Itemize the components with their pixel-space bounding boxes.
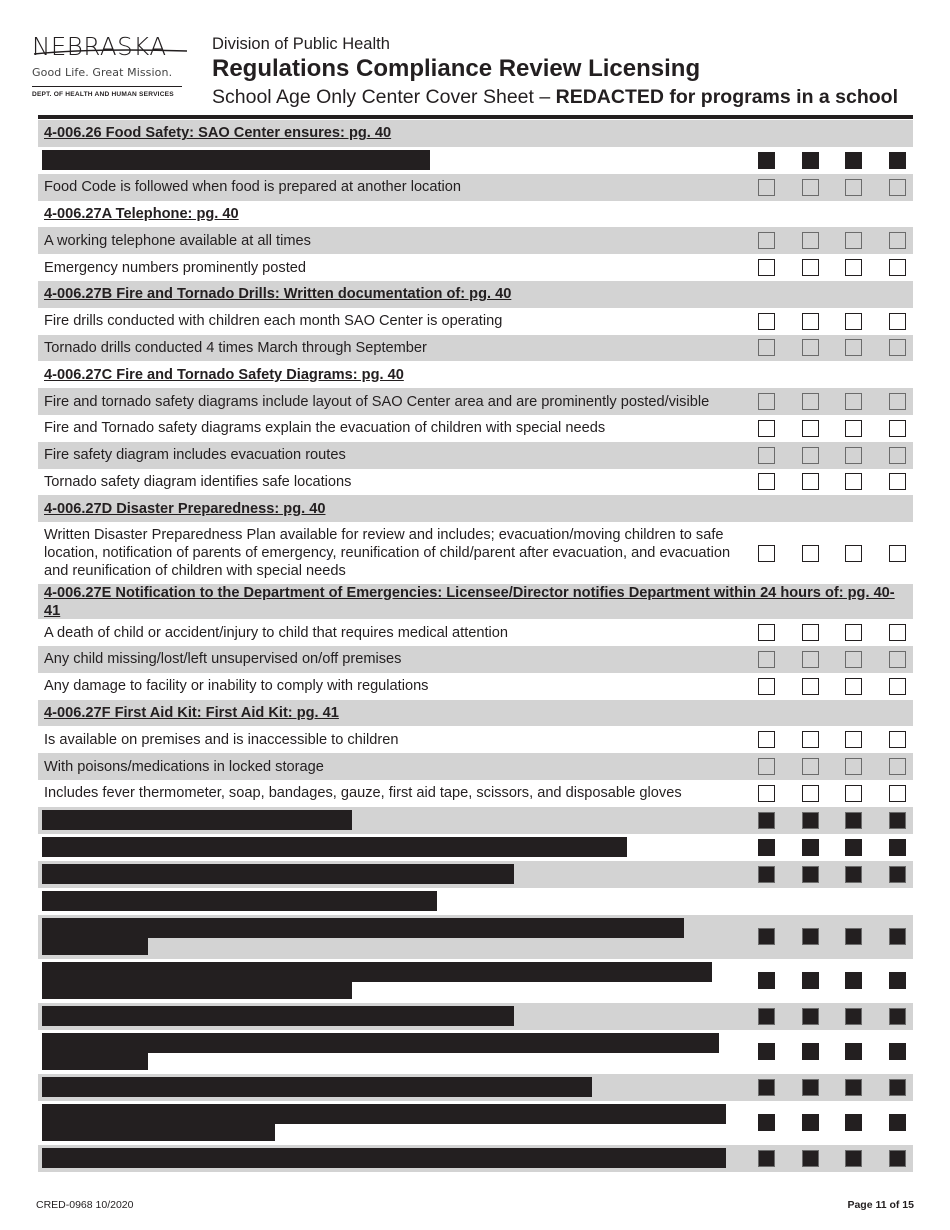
checkbox[interactable] <box>758 785 775 802</box>
header-divider <box>38 115 913 119</box>
checkbox[interactable] <box>802 758 819 775</box>
checkbox[interactable] <box>802 545 819 562</box>
redaction-bar <box>42 1104 726 1124</box>
checklist-item <box>38 442 913 469</box>
checkbox-group <box>743 807 913 834</box>
checkbox[interactable] <box>758 420 775 437</box>
redacted-checkbox <box>802 1150 819 1167</box>
checkbox[interactable] <box>802 624 819 641</box>
item-text: Fire drills conducted with children each month SAO Center is operating <box>44 313 503 330</box>
checkbox-group <box>743 442 913 469</box>
checkbox[interactable] <box>845 785 862 802</box>
checkbox-group <box>743 834 913 861</box>
checkbox[interactable] <box>889 785 906 802</box>
item-text: Tornado safety diagram identifies safe locations <box>44 473 352 490</box>
section-header <box>38 201 913 228</box>
checklist-item <box>38 780 913 807</box>
redacted-checkbox <box>758 928 775 945</box>
checklist-item <box>38 415 913 442</box>
section-header <box>38 495 913 522</box>
redaction-bar <box>42 938 148 955</box>
checklist-item <box>38 174 913 201</box>
redacted-checkbox <box>802 1079 819 1096</box>
checklist-item <box>38 227 913 254</box>
checkbox-group <box>743 753 913 780</box>
item-text: Is available on premises and is inaccessible to children <box>44 731 399 748</box>
redacted-row <box>38 1030 913 1074</box>
checkbox[interactable] <box>758 473 775 490</box>
checkbox[interactable] <box>845 393 862 410</box>
redacted-checkbox <box>758 1079 775 1096</box>
logo-department: DEPT. OF HEALTH AND HUMAN SERVICES <box>32 91 174 98</box>
item-text: Fire and Tornado safety diagrams explain the evacuation of children with special needs <box>44 420 606 437</box>
redacted-text <box>38 150 743 170</box>
redacted-checkbox <box>802 1043 819 1060</box>
checkbox-group <box>743 1074 913 1101</box>
checkbox-group <box>743 308 913 335</box>
redacted-checkbox <box>845 928 862 945</box>
redacted-row <box>38 888 913 915</box>
redacted-row <box>38 915 913 959</box>
redacted-checkbox <box>845 1043 862 1060</box>
redacted-row <box>38 1101 913 1145</box>
redacted-row <box>38 959 913 1003</box>
section-header <box>38 120 913 147</box>
redacted-checkbox <box>889 812 906 829</box>
checkbox[interactable] <box>758 313 775 330</box>
checklist-item <box>38 619 913 646</box>
redacted-checkbox <box>758 839 775 856</box>
section-title: 4-006.27B Fire and Tornado Drills: Written documentation of: pg. 40 <box>44 286 512 303</box>
checkbox[interactable] <box>802 313 819 330</box>
checkbox[interactable] <box>845 179 862 196</box>
checkbox-group <box>743 619 913 646</box>
checkbox[interactable] <box>889 731 906 748</box>
checkbox-group <box>743 469 913 496</box>
redacted-checkbox <box>758 812 775 829</box>
checkbox-group <box>743 522 913 584</box>
checkbox[interactable] <box>845 545 862 562</box>
redacted-checkbox <box>758 1150 775 1167</box>
redacted-checkbox <box>802 972 819 989</box>
checkbox[interactable] <box>758 447 775 464</box>
redacted-checkbox <box>889 1079 906 1096</box>
page-title: Regulations Compliance Review Licensing <box>212 55 701 82</box>
checkbox[interactable] <box>802 785 819 802</box>
redacted-checkbox <box>802 1008 819 1025</box>
checkbox[interactable] <box>758 651 775 668</box>
item-text: A working telephone available at all times <box>44 232 311 249</box>
redacted-text <box>38 864 743 884</box>
item-text: Any damage to facility or inability to comply with regulations <box>44 678 429 695</box>
checkbox[interactable] <box>845 624 862 641</box>
redaction-bar <box>42 982 352 999</box>
checkbox[interactable] <box>845 651 862 668</box>
section-header <box>38 584 913 619</box>
redacted-row <box>38 834 913 861</box>
checklist-item <box>38 646 913 673</box>
checklist-item <box>38 726 913 753</box>
redacted-row <box>38 1145 913 1172</box>
checkbox-group <box>743 335 913 362</box>
header-titles <box>212 34 898 109</box>
checklist-item <box>38 753 913 780</box>
page-subtitle <box>212 85 898 109</box>
logo-word: NEBRASKA <box>32 32 167 61</box>
section-title: 4-006.26 Food Safety: SAO Center ensures: pg. 40 <box>44 125 392 142</box>
checkbox[interactable] <box>758 393 775 410</box>
checkbox[interactable] <box>802 232 819 249</box>
redacted-checkbox <box>889 866 906 883</box>
checkbox[interactable] <box>845 447 862 464</box>
redacted-text <box>38 1148 743 1168</box>
checkbox[interactable] <box>758 731 775 748</box>
redacted-checkbox <box>845 1150 862 1167</box>
checkbox[interactable] <box>758 259 775 276</box>
redacted-row <box>38 861 913 888</box>
section-header <box>38 361 913 388</box>
checkbox[interactable] <box>889 545 906 562</box>
redaction-bar <box>42 837 627 857</box>
redacted-row <box>38 1003 913 1030</box>
checkbox[interactable] <box>889 259 906 276</box>
checkbox[interactable] <box>889 420 906 437</box>
redacted-checkbox <box>758 1008 775 1025</box>
checkbox[interactable] <box>758 678 775 695</box>
item-text: Food Code is followed when food is prepared at another location <box>44 179 461 196</box>
checkbox[interactable] <box>889 393 906 410</box>
checkbox-group <box>743 147 913 174</box>
redaction-bar <box>42 810 352 830</box>
checklist-item <box>38 254 913 281</box>
item-text: Fire and tornado safety diagrams include layout of SAO Center area and are prominently posted/visible <box>44 393 710 410</box>
item-text: Fire safety diagram includes evacuation routes <box>44 447 346 464</box>
item-text: Written Disaster Preparedness Plan available for review and includes; evacuation/moving children to safe location, notification of parents of emergency, reunification of child/parent after evacuation, and evacuation and reunification of children with special needs <box>44 527 731 580</box>
checkbox[interactable] <box>758 232 775 249</box>
redacted-text <box>38 1104 743 1141</box>
checklist-item <box>38 522 913 584</box>
checkbox[interactable] <box>845 678 862 695</box>
form-id: CRED-0968 10/2020 <box>36 1199 134 1211</box>
logo-wordmark <box>32 34 167 60</box>
logo-divider <box>32 86 182 87</box>
checkbox-group <box>743 673 913 700</box>
checkbox[interactable] <box>802 678 819 695</box>
section-title: 4-006.27F First Aid Kit: First Aid Kit: pg. 41 <box>44 704 339 721</box>
checkbox[interactable] <box>889 758 906 775</box>
redacted-text <box>38 962 743 999</box>
checkbox[interactable] <box>758 179 775 196</box>
subtitle-redacted-note: REDACTED for programs in a school <box>555 86 898 108</box>
redacted-checkbox <box>845 812 862 829</box>
redacted-checkbox <box>889 152 906 169</box>
checklist-item <box>38 335 913 362</box>
checkbox[interactable] <box>758 339 775 356</box>
checkbox[interactable] <box>758 545 775 562</box>
redaction-bar <box>42 1124 275 1141</box>
checkbox-group <box>743 1030 913 1074</box>
redaction-bar <box>42 1006 514 1026</box>
redacted-checkbox <box>802 812 819 829</box>
checkbox[interactable] <box>889 313 906 330</box>
checkbox[interactable] <box>845 259 862 276</box>
checkbox[interactable] <box>889 678 906 695</box>
checkbox[interactable] <box>802 447 819 464</box>
logo-swoosh-icon <box>32 34 192 64</box>
checkbox-group <box>743 388 913 415</box>
checkbox[interactable] <box>845 420 862 437</box>
checkbox[interactable] <box>889 232 906 249</box>
redacted-checkbox <box>802 1114 819 1131</box>
redacted-checkbox <box>802 866 819 883</box>
checkbox[interactable] <box>802 259 819 276</box>
redacted-checkbox <box>889 1008 906 1025</box>
redacted-checkbox <box>845 866 862 883</box>
checkbox[interactable] <box>802 473 819 490</box>
checkbox[interactable] <box>802 393 819 410</box>
redacted-checkbox <box>845 1114 862 1131</box>
logo-tagline: Good Life. Great Mission. <box>32 66 173 79</box>
checkbox-group <box>743 861 913 888</box>
redacted-checkbox <box>889 1114 906 1131</box>
redaction-bar <box>42 962 712 982</box>
item-text: Emergency numbers prominently posted <box>44 259 307 276</box>
checklist-item <box>38 469 913 496</box>
checkbox-group <box>743 227 913 254</box>
redacted-checkbox <box>889 839 906 856</box>
redacted-checkbox <box>845 839 862 856</box>
checkbox-group <box>743 415 913 442</box>
checkbox[interactable] <box>889 447 906 464</box>
checkbox[interactable] <box>845 313 862 330</box>
checkbox-group <box>743 646 913 673</box>
checkbox-group <box>743 915 913 959</box>
redacted-row <box>38 147 913 174</box>
checkbox-group <box>743 1101 913 1145</box>
checkbox[interactable] <box>889 179 906 196</box>
redacted-text <box>38 837 743 857</box>
redacted-text <box>38 1006 743 1026</box>
redaction-bar <box>42 864 514 884</box>
redacted-checkbox <box>802 152 819 169</box>
redaction-bar <box>42 891 437 911</box>
redaction-bar <box>42 1033 719 1053</box>
redacted-checkbox <box>758 1114 775 1131</box>
checkbox[interactable] <box>845 339 862 356</box>
redacted-checkbox <box>889 1150 906 1167</box>
redacted-checkbox <box>802 839 819 856</box>
checkbox[interactable] <box>889 339 906 356</box>
redaction-bar <box>42 1148 726 1168</box>
redacted-checkbox <box>758 866 775 883</box>
redaction-bar <box>42 1053 148 1070</box>
section-title: 4-006.27A Telephone: pg. 40 <box>44 205 239 222</box>
checkbox-group <box>743 726 913 753</box>
redacted-checkbox <box>889 928 906 945</box>
checkbox[interactable] <box>758 624 775 641</box>
redacted-row <box>38 1074 913 1101</box>
redaction-bar <box>42 1077 592 1097</box>
checkbox[interactable] <box>889 624 906 641</box>
checkbox[interactable] <box>889 651 906 668</box>
division-name: Division of Public Health <box>212 35 390 53</box>
checkbox[interactable] <box>802 651 819 668</box>
checklist-table <box>38 120 913 1172</box>
checkbox-group <box>743 1145 913 1172</box>
checkbox-group <box>743 174 913 201</box>
subtitle-text: School Age Only Center Cover Sheet – <box>212 86 551 108</box>
redaction-bar <box>42 150 430 170</box>
redacted-text <box>38 1077 743 1097</box>
checkbox-group <box>743 254 913 281</box>
checkbox[interactable] <box>889 473 906 490</box>
redacted-text <box>38 918 743 955</box>
redacted-checkbox <box>802 928 819 945</box>
nebraska-dhhs-logo <box>32 34 192 98</box>
section-title: 4-006.27C Fire and Tornado Safety Diagrams: pg. 40 <box>44 366 404 383</box>
redacted-checkbox <box>845 1079 862 1096</box>
checkbox[interactable] <box>802 731 819 748</box>
checkbox[interactable] <box>802 179 819 196</box>
redacted-checkbox <box>845 972 862 989</box>
section-header <box>38 700 913 727</box>
section-header <box>38 281 913 308</box>
item-text: A death of child or accident/injury to child that requires medical attention <box>44 624 509 641</box>
redacted-text <box>38 1033 743 1070</box>
checkbox-group <box>743 780 913 807</box>
checkbox[interactable] <box>845 731 862 748</box>
redaction-bar <box>42 918 684 938</box>
checkbox[interactable] <box>802 420 819 437</box>
redacted-checkbox <box>758 972 775 989</box>
redacted-checkbox <box>889 972 906 989</box>
item-text: Any child missing/lost/left unsupervised on/off premises <box>44 651 402 668</box>
redacted-checkbox <box>845 152 862 169</box>
checkbox[interactable] <box>845 232 862 249</box>
checklist-item <box>38 388 913 415</box>
item-text: With poisons/medications in locked storage <box>44 758 324 775</box>
redacted-row <box>38 807 913 834</box>
checkbox[interactable] <box>845 758 862 775</box>
checkbox[interactable] <box>845 473 862 490</box>
checklist-item <box>38 308 913 335</box>
redacted-checkbox <box>758 152 775 169</box>
redacted-checkbox <box>758 1043 775 1060</box>
redacted-checkbox <box>889 1043 906 1060</box>
checkbox-group <box>743 1003 913 1030</box>
checkbox-group <box>743 959 913 1003</box>
page-header <box>0 0 950 120</box>
checklist-item <box>38 673 913 700</box>
redacted-checkbox <box>845 1008 862 1025</box>
checkbox[interactable] <box>758 758 775 775</box>
item-text: Tornado drills conducted 4 times March through September <box>44 339 427 356</box>
section-title: 4-006.27D Disaster Preparedness: pg. 40 <box>44 500 326 517</box>
page-number: Page 11 of 15 <box>847 1199 914 1211</box>
redacted-text <box>38 810 743 830</box>
redacted-text <box>38 891 743 911</box>
item-text: Includes fever thermometer, soap, bandages, gauze, first aid tape, scissors, and disposable gloves <box>44 785 682 802</box>
section-title: 4-006.27E Notification to the Department of Emergencies: Licensee/Director notifies Department within 24 hours of: pg. 40-41 <box>44 584 895 619</box>
checkbox[interactable] <box>802 339 819 356</box>
